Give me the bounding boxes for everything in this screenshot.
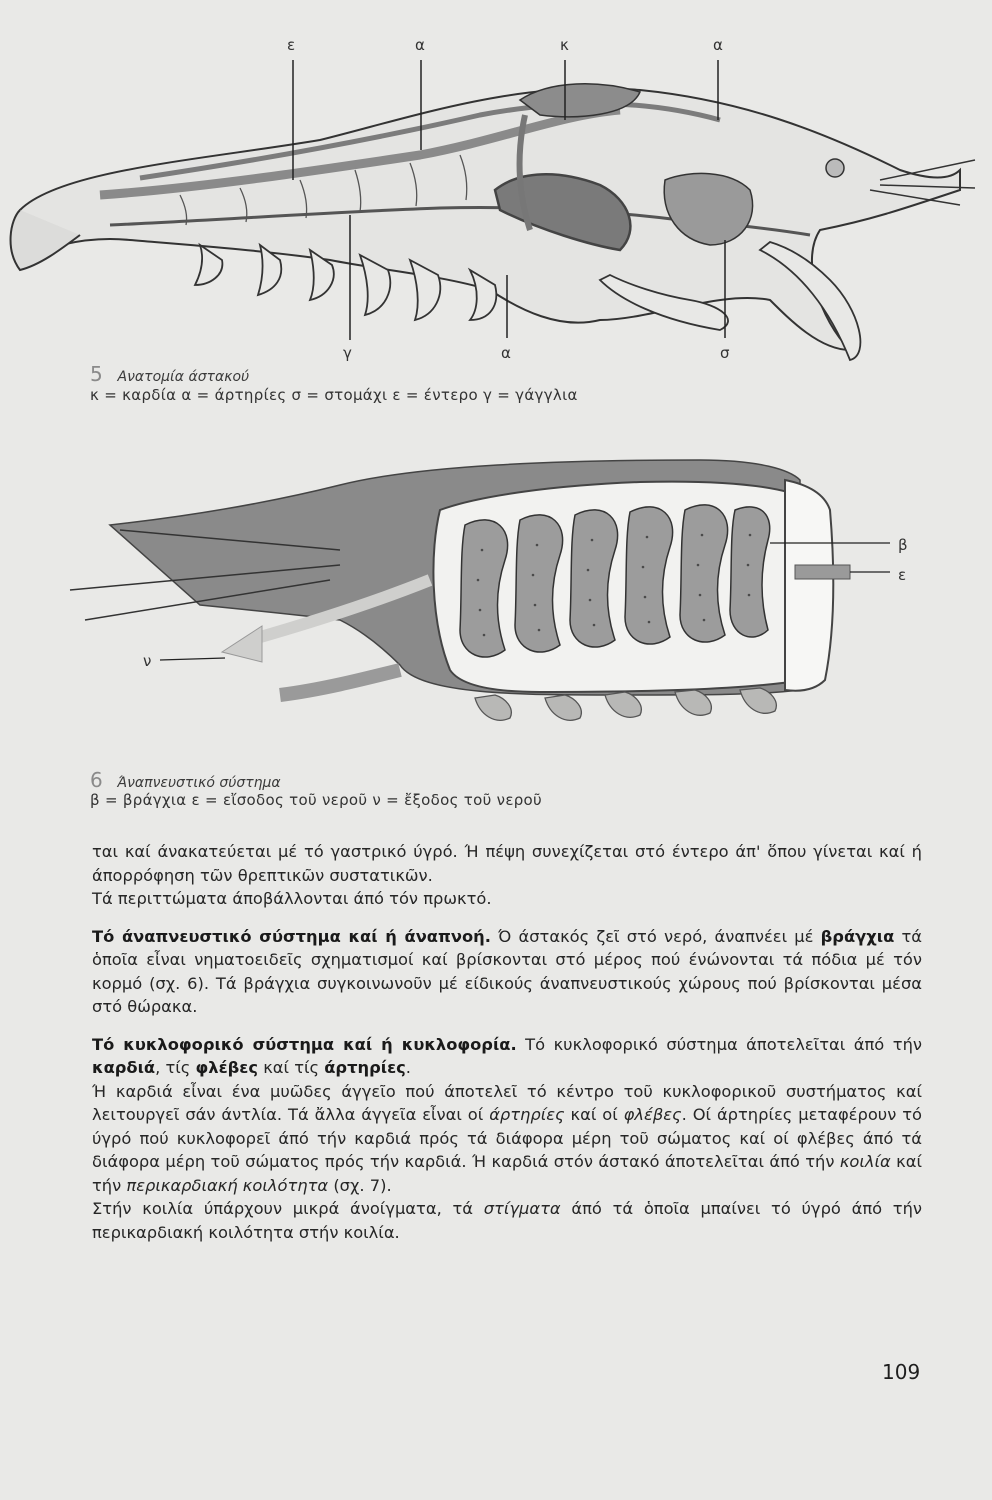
label-alpha-top-1: α (415, 36, 425, 54)
label-sigma: σ (720, 344, 730, 362)
label-alpha-bottom: α (501, 344, 511, 362)
paragraph-respiration: Τό άναπνευστικό σύστημα καί ή άναπνοή. Ό άστακός ζεῖ στό νερό, άναπνέει μέ βράγχια τά ὁποῖα εἶναι νηματοειδεῖς σχηματισμοί καί βρίσκονται στό μέρος πού ένώνονται τά πόδια μέ τόν κορμό (σχ. 6). Τά βράγχια συγκοινωνοῦν μέ είδικούς άναπνευστικούς χώρους πού βρίσκονται μέσα στό θώρακα. (92, 926, 922, 1016)
paragraph-circulation: Τό κυκλοφορικό σύστημα καί ή κυκλοφορία. Τό κυκλοφορικό σύστημα άποτελεῖται άπό τήν καρδιά, τίς φλέβες καί τίς άρτηρίες. (92, 1034, 922, 1077)
paragraph-excretion: Τά περιττώματα άποβάλλονται άπό τόν πρωκτό. (92, 889, 492, 908)
figure-5-lobster-anatomy (0, 20, 992, 370)
figure-5-caption (90, 362, 249, 386)
figure-6-title: Άναπνευστικό σύστημα (117, 775, 281, 791)
paragraph-ostia: Στήν κοιλία ύπάρχουν μικρά άνοίγματα, τά στίγματα άπό τά ὁποῖα μπαίνει τό ύγρό άπό τήν περικαρδιακή κοιλότητα στήν κοιλία. (92, 1199, 923, 1242)
figure-6-number: 6 (90, 768, 103, 792)
figure-5-title: Ανατομία άστακού (117, 369, 250, 385)
label-epsilon-top: ε (287, 36, 296, 54)
figure-5-number: 5 (90, 362, 103, 386)
body-text (92, 840, 922, 1244)
label-beta: β (898, 536, 908, 554)
label-alpha-top-2: α (713, 36, 723, 54)
label-gamma: γ (343, 344, 352, 362)
lobster-anatomy-drawing (0, 20, 992, 370)
figure-5-legend: κ = καρδία α = άρτηρίες σ = στομάχι ε = έντερο γ = γάγγλια (90, 386, 578, 404)
paragraph-digestion-end: ται καί άνακατεύεται μέ τό γαστρικό ύγρό. Ή πέψη συνεχίζεται στό έντερο άπ' ὅπου γίνεται καί ή άπορρόφηση τῶν θρεπτικῶν συστατικῶν. (92, 842, 922, 885)
heading-respiratory-system: Τό άναπνευστικό σύστημα καί ή άναπνοή. (92, 926, 491, 946)
figure-6-respiratory-system (0, 440, 992, 770)
label-nu-outlet: ν (143, 652, 152, 670)
page-number: 109 (882, 1360, 921, 1384)
label-epsilon-inlet: ε (898, 566, 907, 584)
figure-6-legend: β = βράγχια ε = εἴσοδος τοῦ νεροῦ ν = ἔξοδος τοῦ νεροῦ (90, 791, 543, 809)
figure-6-caption (90, 768, 281, 792)
respiratory-system-drawing (0, 440, 992, 770)
paragraph-heart: Ή καρδιά εἶναι ένα μυῶδες άγγεῖο πού άποτελεῖ τό κέντρο τοῦ κυκλοφορικοῦ συστήματος καί λειτουργεῖ σάν άντλία. Τά ἄλλα άγγεῖα εἶναι οί άρτηρίες καί οί φλέβες. Οί άρτηρίες μεταφέρουν τό ύγρό πού κυκλοφορεῖ άπό τήν καρδιά πρός τά διάφορα μέρη τοῦ σώματος καί οί φλέβες άπό τά διάφορα μέρη τοῦ σώματος πρός τήν καρδιά. Ή καρδιά στόν άστακό άποτελεῖται άπό τήν κοιλία καί τήν περικαρδιακή κοιλότητα (σχ. 7). (92, 1081, 923, 1195)
heading-circulatory-system: Τό κυκλοφορικό σύστημα καί ή κυκλοφορία. (92, 1034, 517, 1054)
label-kappa: κ (560, 36, 569, 54)
